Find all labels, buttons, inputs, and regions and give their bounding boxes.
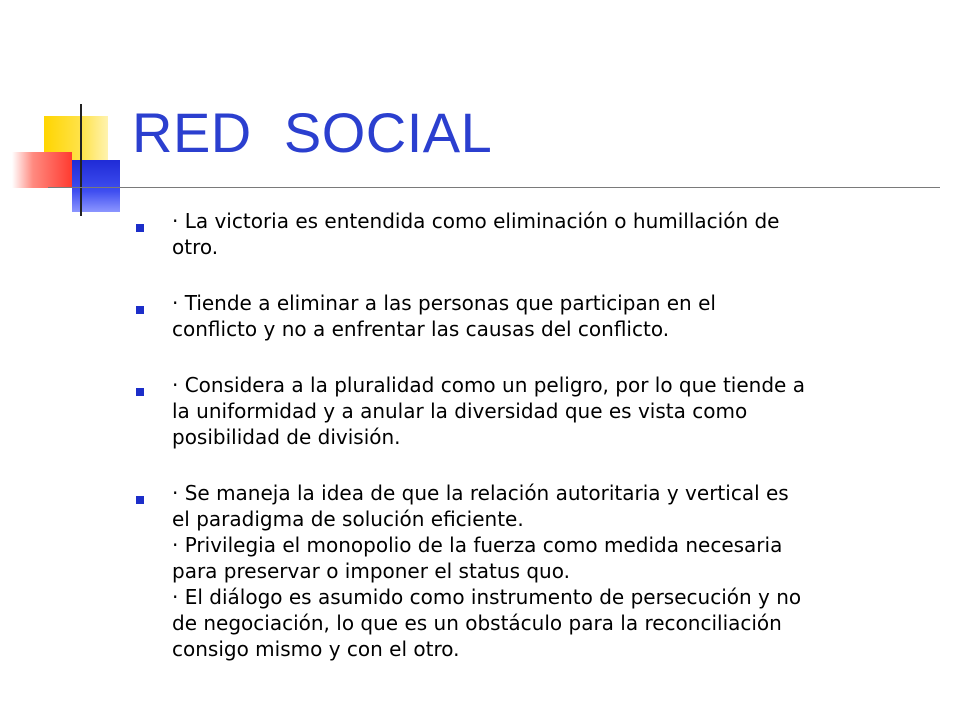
bullet-text-line: el paradigma de solución eficiente.	[172, 507, 524, 531]
bullet-text-line: consigo mismo y con el otro.	[172, 637, 460, 661]
bullet-text-line: · Privilegia el monopolio de la fuerza como medida necesaria	[172, 533, 783, 557]
bullet-item-4	[132, 480, 932, 662]
bullet-text-line: otro.	[172, 235, 219, 259]
decorative-vertical-rule	[80, 104, 82, 216]
bullet-text-line: · Tiende a eliminar a las personas que participan en el	[172, 291, 716, 315]
bullet-text-line: posibilidad de división.	[172, 425, 401, 449]
bullet-text-line: · Considera a la pluralidad como un peligro, por lo que tiende a	[172, 373, 805, 397]
bullet-text-line: · Se maneja la idea de que la relación autoritaria y vertical es	[172, 481, 789, 505]
bullet-text-line: conflicto y no a enfrentar las causas del conflicto.	[172, 317, 670, 341]
bullet-text-line: · El diálogo es asumido como instrumento de persecución y no	[172, 585, 802, 609]
bullet-square-icon	[136, 388, 144, 396]
bullet-item-1	[132, 208, 932, 260]
bullet-square-icon	[136, 306, 144, 314]
bullet-square-icon	[136, 224, 144, 232]
bullet-square-icon	[136, 496, 144, 504]
bullet-text-line: la uniformidad y a anular la diversidad que es vista como	[172, 399, 748, 423]
bullet-text-line: · La victoria es entendida como eliminación o humillación de	[172, 209, 780, 233]
bullet-item-3	[132, 372, 932, 450]
bullet-text-line: de negociación, lo que es un obstáculo para la reconciliación	[172, 611, 782, 635]
slide-title: RED SOCIAL	[132, 101, 493, 164]
title-underline-rule	[48, 187, 940, 188]
bullet-item-2	[132, 290, 932, 342]
decorative-red-block	[12, 152, 72, 188]
bullet-list	[132, 208, 932, 692]
bullet-text-line: para preservar o imponer el status quo.	[172, 559, 570, 583]
